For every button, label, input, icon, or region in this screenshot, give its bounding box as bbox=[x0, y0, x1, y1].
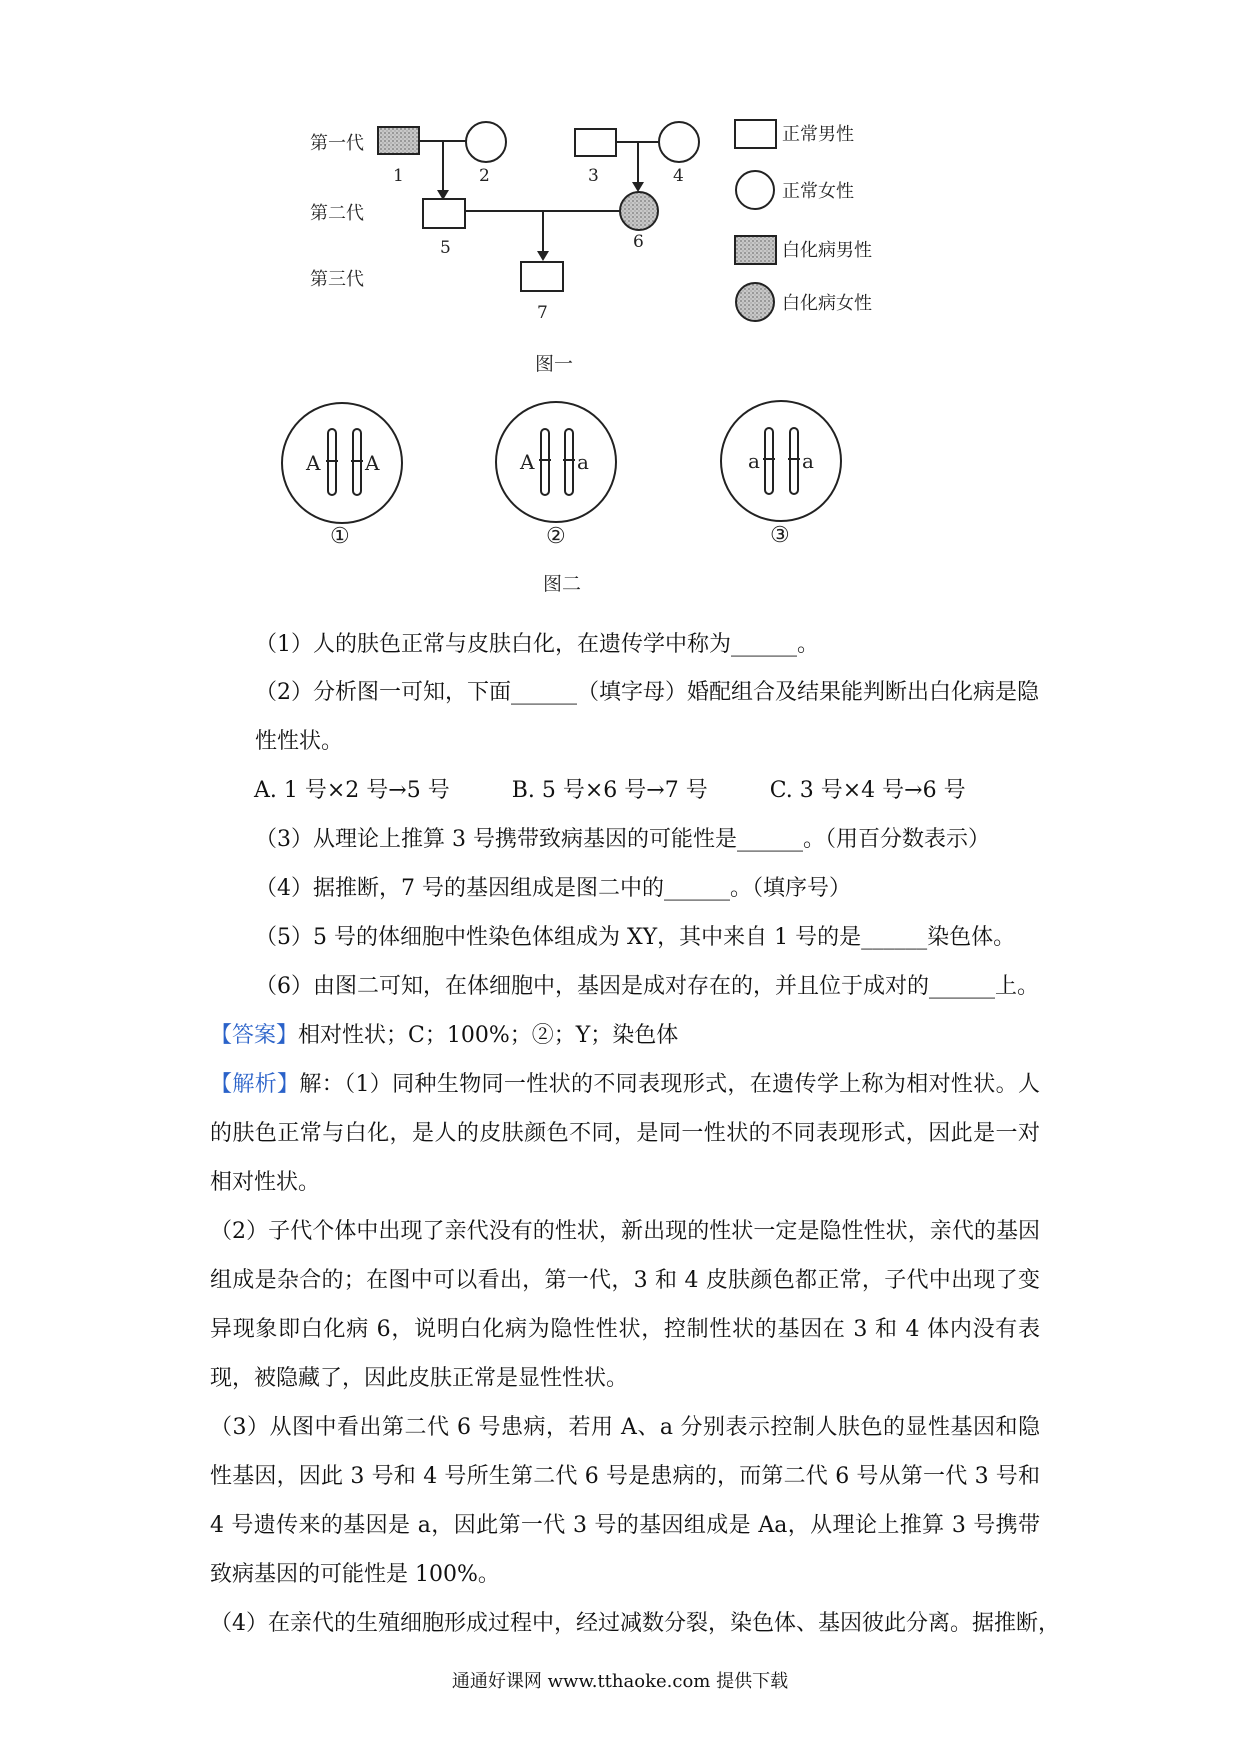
legend-normal-female-label: 正常女性 bbox=[782, 181, 854, 202]
question-2-line-1: （2）分析图一可知，下面______（填字母）婚配组合及结果能判断出白化病是隐 bbox=[255, 680, 1039, 705]
pedigree-figure bbox=[0, 0, 1240, 380]
individual-5-normal-male bbox=[423, 199, 465, 228]
cell-1-label: ① bbox=[330, 524, 350, 549]
individual-7-normal-male bbox=[521, 262, 563, 291]
option-b: B. 5 号×6 号→7 号 bbox=[511, 778, 708, 803]
generation-label-1: 第一代 bbox=[310, 133, 364, 154]
individual-4-normal-female bbox=[659, 122, 699, 162]
generation-label-3: 第三代 bbox=[310, 269, 364, 290]
individual-number-2: 2 bbox=[479, 166, 490, 186]
individual-1-albino-male bbox=[378, 127, 419, 154]
individual-2-normal-female bbox=[466, 122, 506, 162]
legend-normal-female-symbol bbox=[736, 171, 774, 209]
individual-number-1: 1 bbox=[393, 166, 404, 186]
question-3: （3）从理论上推算 3 号携带致病基因的可能性是______。（用百分数表示） bbox=[255, 827, 990, 852]
question-4: （4）据推断，7 号的基因组成是图二中的______。（填序号） bbox=[255, 876, 851, 901]
cell-2 bbox=[496, 402, 616, 549]
legend-albino-female-label: 白化病女性 bbox=[782, 293, 872, 314]
question-1: （1）人的肤色正常与皮肤白化，在遗传学中称为______。 bbox=[255, 632, 819, 657]
cell-1-left-gene: A bbox=[306, 451, 321, 475]
answer-text: 相对性状；C；100%；②；Y；染色体 bbox=[298, 1023, 679, 1048]
legend-albino-female-symbol bbox=[736, 283, 774, 321]
analysis-paragraph-3: （3）从图中看出第二代 6 号患病，若用 A、a 分别表示控制人肤色的显性基因和隐性基因，因此 3 号和 4 号所生第二代 6 号是患病的，而第二代 6 号从第一代 3 号和 4 号遗传来的基因是 a，因此第一代 3 号的基因组成是 Aa，从理论上推算 3 号携带致病基因的可能性是 100%。 bbox=[210, 1415, 1040, 1587]
cell-3-label: ③ bbox=[770, 523, 790, 548]
answer-line bbox=[210, 1021, 678, 1051]
cell-2-right-gene: a bbox=[577, 450, 589, 474]
figure1-caption: 图一 bbox=[535, 353, 574, 375]
question-5: （5）5 号的体细胞中性染色体组成为 XY，其中来自 1 号的是______染色体。 bbox=[255, 925, 1016, 950]
individual-6-albino-female bbox=[620, 192, 658, 230]
question-2-options bbox=[254, 776, 1021, 806]
cell-3-right-gene: a bbox=[802, 449, 814, 473]
answer-tag: 【答案】 bbox=[210, 1023, 299, 1048]
generation-label-2: 第二代 bbox=[310, 203, 364, 224]
analysis-tag: 【解析】 bbox=[210, 1072, 300, 1097]
individual-number-6: 6 bbox=[633, 232, 644, 252]
figure2-caption: 图二 bbox=[543, 573, 582, 595]
individual-number-5: 5 bbox=[440, 238, 451, 258]
legend-normal-male-label: 正常男性 bbox=[782, 124, 854, 145]
individual-number-3: 3 bbox=[588, 166, 599, 186]
option-c: C. 3 号×4 号→6 号 bbox=[769, 778, 966, 803]
cell-2-label: ② bbox=[546, 524, 566, 549]
individual-3-normal-male bbox=[575, 129, 616, 156]
page-footer: 通通好课网 www.tthaoke.com 提供下载 bbox=[451, 1671, 789, 1692]
individual-number-4: 4 bbox=[673, 166, 684, 186]
question-2-line-2: 性性状。 bbox=[255, 729, 344, 754]
legend-albino-male-symbol bbox=[735, 236, 776, 264]
cell-1 bbox=[282, 403, 402, 549]
individual-number-7: 7 bbox=[537, 303, 548, 323]
analysis-paragraph-4: （4）在亲代的生殖细胞形成过程中，经过减数分裂，染色体、基因彼此分离。据推断， bbox=[210, 1611, 1060, 1636]
chromosome-cells bbox=[0, 390, 1240, 600]
option-a: A. 1 号×2 号→5 号 bbox=[254, 778, 450, 803]
cell-3 bbox=[721, 401, 841, 548]
question-6: （6）由图二可知，在体细胞中，基因是成对存在的，并且位于成对的______上。 bbox=[255, 974, 1039, 999]
cell-3-left-gene: a bbox=[748, 449, 760, 473]
cell-1-right-gene: A bbox=[365, 451, 380, 475]
analysis-paragraph-1 bbox=[210, 1060, 1040, 1207]
legend-normal-male-symbol bbox=[735, 120, 776, 148]
legend-albino-male-label: 白化病男性 bbox=[782, 240, 872, 261]
analysis-paragraph-2: （2）子代个体中出现了亲代没有的性状，新出现的性状一定是隐性性状，亲代的基因组成是杂合的；在图中可以看出，第一代，3 和 4 皮肤颜色都正常，子代中出现了变异现象即白化病 6，说明白化病为隐性性状，控制性状的基因在 3 和 4 体内没有表现，被隐藏了，因此皮肤正常是显性性状。 bbox=[210, 1219, 1040, 1391]
analysis-text-1: 解：（1）同种生物同一性状的不同表现形式，在遗传学上称为相对性状。人的肤色正常与白化，是人的皮肤颜色不同，是同一性状的不同表现形式，因此是一对相对性状。 bbox=[210, 1072, 1040, 1195]
cell-2-left-gene: A bbox=[520, 450, 535, 474]
